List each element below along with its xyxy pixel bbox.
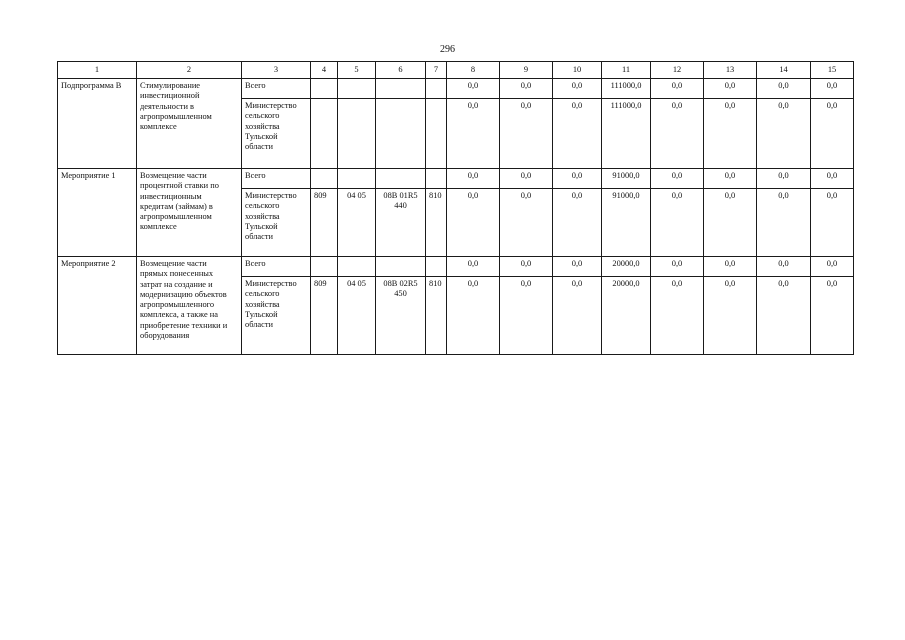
section-code-cell: 04 05 <box>338 277 376 355</box>
value-cell: 0,0 <box>553 277 602 355</box>
ministry-code-cell: 809 <box>311 277 338 355</box>
value-cell: 0,0 <box>447 99 500 169</box>
program-item-label: Мероприятие 2 <box>58 257 137 355</box>
value-cell: 0,0 <box>500 79 553 99</box>
target-article-cell <box>376 79 426 99</box>
column-number-cell: 6 <box>376 62 426 79</box>
value-cell: 0,0 <box>651 257 704 277</box>
description-line: комплекса, а также на <box>140 310 218 320</box>
expense-type-cell: 810 <box>426 189 447 257</box>
value-cell: 0,0 <box>811 79 854 99</box>
value-cell: 0,0 <box>447 189 500 257</box>
program-budget-table <box>57 61 854 355</box>
value-cell: 0,0 <box>757 189 811 257</box>
value-cell: 0,0 <box>553 79 602 99</box>
value-cell: 0,0 <box>447 79 500 99</box>
ministry-code-cell <box>311 79 338 99</box>
value-cell: 0,0 <box>651 189 704 257</box>
expense-type-cell <box>426 169 447 189</box>
column-number-cell: 4 <box>311 62 338 79</box>
value-cell: 0,0 <box>651 169 704 189</box>
value-cell: 0,0 <box>704 257 757 277</box>
executor-cell: Всего <box>242 257 311 277</box>
column-number-row <box>58 62 854 79</box>
description-line: прямых понесенных <box>140 269 214 279</box>
expense-type-cell <box>426 257 447 277</box>
column-number-cell: 13 <box>704 62 757 79</box>
executor-cell: Министерство сельского хозяйства Тульской области <box>242 277 311 355</box>
description-line: оборудования <box>140 331 190 341</box>
executor-cell: Министерство сельского хозяйства Тульской области <box>242 189 311 257</box>
description-line: комплексе <box>140 122 177 132</box>
page-number: 296 <box>440 44 455 55</box>
column-number-cell: 8 <box>447 62 500 79</box>
value-cell: 0,0 <box>651 99 704 169</box>
program-item-description <box>137 169 242 257</box>
value-cell: 0,0 <box>651 79 704 99</box>
description-line: агропромышленном <box>140 111 212 121</box>
value-cell: 0,0 <box>811 189 854 257</box>
ministry-code-cell: 809 <box>311 189 338 257</box>
value-cell: 0,0 <box>811 169 854 189</box>
description-line: инвестиционной <box>140 91 200 101</box>
description-line: агропромышленном <box>140 212 212 222</box>
value-cell: 0,0 <box>500 277 553 355</box>
executor-cell: Всего <box>242 169 311 189</box>
value-cell: 0,0 <box>811 257 854 277</box>
description-line: Возмещение части <box>140 171 207 180</box>
value-cell: 0,0 <box>651 277 704 355</box>
value-cell: 0,0 <box>500 257 553 277</box>
value-cell: 0,0 <box>553 169 602 189</box>
target-article-cell: 08В 01R5 440 <box>376 189 426 257</box>
value-cell: 91000,0 <box>602 189 651 257</box>
column-number-cell: 3 <box>242 62 311 79</box>
description-line: агропромышленного <box>140 300 215 310</box>
executor-cell: Министерство сельского хозяйства Тульской области <box>242 99 311 169</box>
value-cell: 20000,0 <box>602 277 651 355</box>
target-article-cell: 08В 02R5 450 <box>376 277 426 355</box>
value-cell: 0,0 <box>811 277 854 355</box>
ministry-code-cell <box>311 169 338 189</box>
description-line: Возмещение части <box>140 259 207 268</box>
value-cell: 0,0 <box>553 99 602 169</box>
column-number-cell: 15 <box>811 62 854 79</box>
value-cell: 0,0 <box>757 99 811 169</box>
value-cell: 0,0 <box>704 169 757 189</box>
section-code-cell: 04 05 <box>338 189 376 257</box>
description-line: инвестиционным <box>140 191 202 201</box>
ministry-code-cell <box>311 99 338 169</box>
section-code-cell <box>338 99 376 169</box>
description-line: процентной ставки по <box>140 181 219 191</box>
target-article-cell <box>376 169 426 189</box>
target-article-cell <box>376 99 426 169</box>
value-cell: 0,0 <box>757 277 811 355</box>
description-line: деятельности в <box>140 101 194 111</box>
program-item-description <box>137 257 242 355</box>
value-cell: 0,0 <box>553 257 602 277</box>
description-line: приобретение техники и <box>140 320 228 330</box>
program-item-label: Мероприятие 1 <box>58 169 137 257</box>
program-item-description <box>137 79 242 169</box>
ministry-code-cell <box>311 257 338 277</box>
column-number-cell: 14 <box>757 62 811 79</box>
value-cell: 111000,0 <box>602 79 651 99</box>
target-article-cell <box>376 257 426 277</box>
column-number-cell: 5 <box>338 62 376 79</box>
value-cell: 0,0 <box>500 169 553 189</box>
value-cell: 0,0 <box>757 169 811 189</box>
description-line: Стимулирование <box>140 81 201 90</box>
column-number-cell: 7 <box>426 62 447 79</box>
table-row <box>58 79 854 99</box>
value-cell: 0,0 <box>704 189 757 257</box>
value-cell: 0,0 <box>704 277 757 355</box>
column-number-cell: 1 <box>58 62 137 79</box>
column-number-cell: 10 <box>553 62 602 79</box>
expense-type-cell: 810 <box>426 277 447 355</box>
column-number-cell: 11 <box>602 62 651 79</box>
value-cell: 0,0 <box>447 257 500 277</box>
description-line: комплексе <box>140 222 177 232</box>
value-cell: 0,0 <box>757 79 811 99</box>
executor-cell: Всего <box>242 79 311 99</box>
value-cell: 91000,0 <box>602 169 651 189</box>
value-cell: 0,0 <box>447 277 500 355</box>
value-cell: 0,0 <box>500 189 553 257</box>
value-cell: 0,0 <box>704 99 757 169</box>
value-cell: 0,0 <box>811 99 854 169</box>
value-cell: 0,0 <box>447 169 500 189</box>
table-row <box>58 257 854 277</box>
section-code-cell <box>338 169 376 189</box>
expense-type-cell <box>426 99 447 169</box>
table-row <box>58 169 854 189</box>
value-cell: 0,0 <box>500 99 553 169</box>
value-cell: 0,0 <box>704 79 757 99</box>
column-number-cell: 12 <box>651 62 704 79</box>
value-cell: 0,0 <box>553 189 602 257</box>
value-cell: 20000,0 <box>602 257 651 277</box>
description-line: затрат на создание и <box>140 279 213 289</box>
section-code-cell <box>338 79 376 99</box>
description-line: модернизацию объектов <box>140 289 227 299</box>
description-line: кредитам (займам) в <box>140 201 213 211</box>
column-number-cell: 2 <box>137 62 242 79</box>
expense-type-cell <box>426 79 447 99</box>
section-code-cell <box>338 257 376 277</box>
value-cell: 0,0 <box>757 257 811 277</box>
column-number-cell: 9 <box>500 62 553 79</box>
value-cell: 111000,0 <box>602 99 651 169</box>
program-item-label: Подпрограмма В <box>58 79 137 169</box>
